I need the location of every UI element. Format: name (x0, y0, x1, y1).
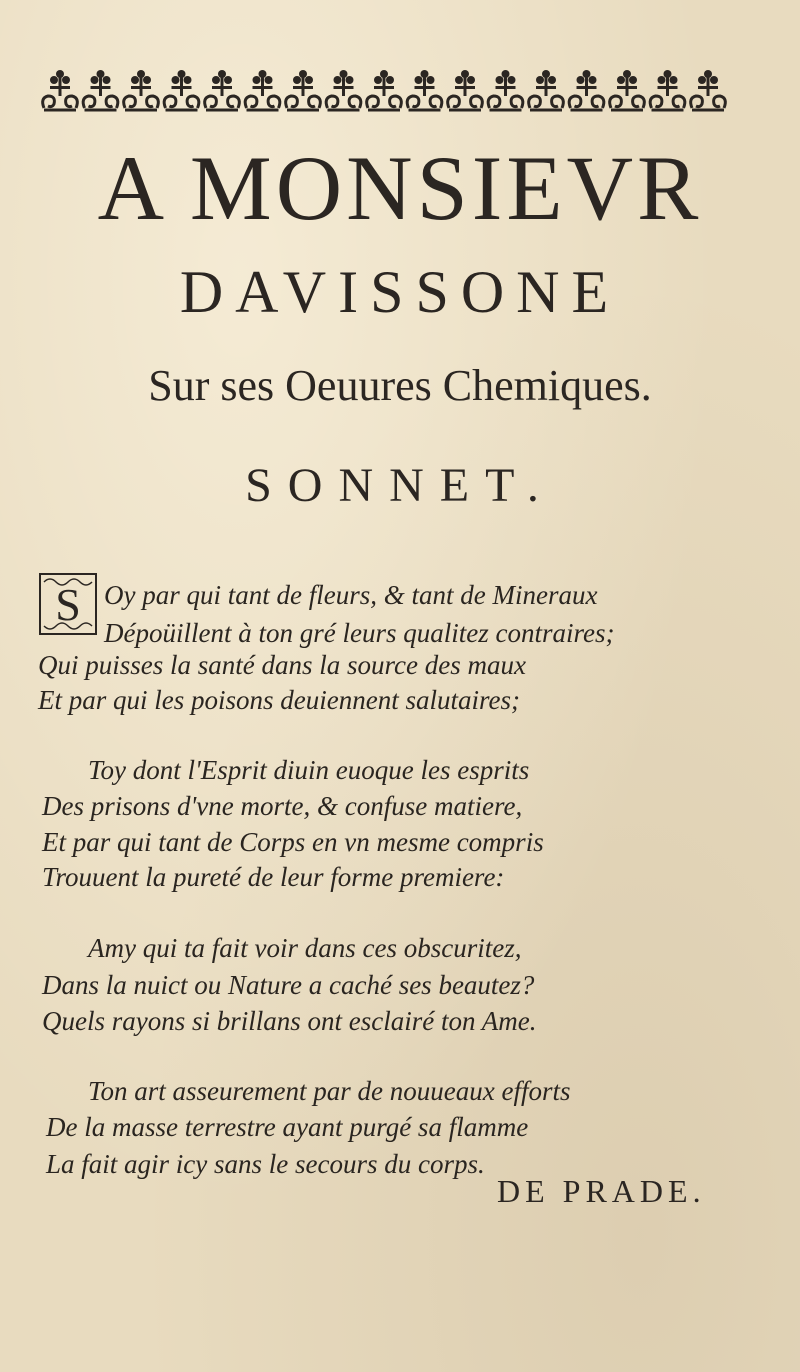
verse-line: De la masse terrestre ayant purgé sa flamme (46, 1112, 529, 1142)
verse-line: Des prisons d'vne morte, & confuse matiere, (42, 791, 523, 821)
verse-line: Qui puisses la santé dans la source des maux (38, 650, 526, 680)
heading-line-1: A MONSIEVR (97, 137, 703, 239)
verse-line: Ton art asseurement par de nouueaux efforts (88, 1076, 571, 1106)
heading-line-3: Sur ses Oeuures Chemiques. (148, 361, 652, 410)
heading-line-2: DAVISSONE (179, 259, 621, 325)
verse-line: Oy par qui tant de fleurs, & tant de Mineraux (104, 580, 598, 610)
verse-line: Dans la nuict ou Nature a caché ses beautez? (42, 970, 535, 1000)
verse-line: Trouuent la pureté de leur forme premiere: (42, 862, 505, 892)
dropcap-letter: S (55, 579, 81, 630)
verse-line: Dépoüillent à ton gré leurs qualitez contraires; (104, 618, 615, 648)
heading-line-4: SONNET. (245, 459, 555, 512)
verse-line: Et par qui les poisons deuiennent salutaires; (38, 685, 520, 715)
verse-line: Quels rayons si brillans ont esclairé ton Ame. (42, 1006, 537, 1036)
verse-line: La fait agir icy sans le secours du corps. (46, 1149, 485, 1179)
signature: DE PRADE. (497, 1173, 706, 1209)
verse-line: Et par qui tant de Corps en vn mesme compris (42, 827, 544, 857)
verse-line: Toy dont l'Esprit diuin euoque les esprits (88, 755, 530, 785)
verse-line: Amy qui ta fait voir dans ces obscuritez, (88, 933, 522, 963)
